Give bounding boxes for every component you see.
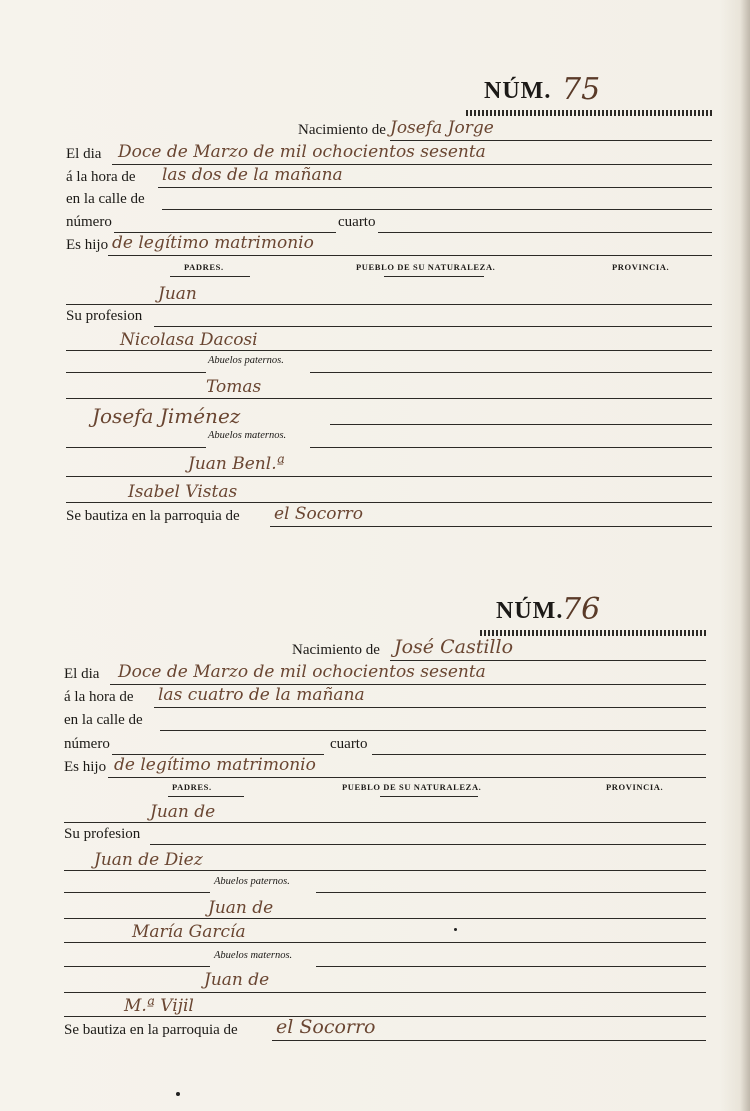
line-hora <box>154 707 706 708</box>
label-hora: á la hora de <box>64 689 134 705</box>
line-hijo <box>108 777 706 778</box>
hw-hora: las cuatro de la mañana <box>158 685 365 705</box>
label-cuarto: cuarto <box>338 214 376 230</box>
line-cuarto <box>372 754 706 755</box>
label-hora: á la hora de <box>66 169 136 185</box>
header-rule <box>480 630 706 636</box>
label-nacimiento: Nacimiento de <box>292 642 380 658</box>
line-calle <box>160 730 706 731</box>
label-el-dia: El dia <box>64 666 100 682</box>
hw-dia: Doce de Marzo de mil ochocientos sesenta <box>118 142 486 162</box>
line-abuelos-maternos-b <box>316 966 706 967</box>
col-padres: PADRES. <box>172 782 212 792</box>
label-es-hijo: Es hijo <box>64 759 107 775</box>
line-abuelos-maternos <box>64 966 210 967</box>
hw-nombre: José Castillo <box>394 636 514 658</box>
label-cuarto: cuarto <box>330 736 368 752</box>
label-bautiza: Se bautiza en la parroquia de <box>64 1022 238 1038</box>
col-padres: PADRES. <box>184 262 224 272</box>
label-calle: en la calle de <box>64 712 143 728</box>
label-abuelos-maternos: Abuelos maternos. <box>208 430 287 441</box>
ink-spot <box>176 1092 180 1096</box>
hw-profesion: Juan de Diez <box>94 850 203 870</box>
line-abuelos-paternos-b <box>316 892 706 893</box>
hw-hijo: de legítimo matrimonio <box>114 755 316 775</box>
label-nacimiento: Nacimiento de <box>298 122 386 138</box>
hw-dia: Doce de Marzo de mil ochocientos sesenta <box>118 662 486 682</box>
col-rule-2 <box>380 796 478 797</box>
label-profesion: Su profesion <box>66 308 143 324</box>
col-provincia: PROVINCIA. <box>612 262 670 272</box>
col-rule-1 <box>168 796 244 797</box>
ink-spot-small <box>454 928 457 931</box>
hw-hijo: de legítimo matrimonio <box>112 233 314 253</box>
hw-abuelo-paterno: Juan de <box>208 898 274 918</box>
label-es-hijo: Es hijo <box>66 237 109 253</box>
line-madre <box>64 870 706 871</box>
line-abuelo-materno <box>64 992 706 993</box>
hw-hora: las dos de la mañana <box>162 165 343 185</box>
label-profesion: Su profesion <box>64 826 141 842</box>
label-bautiza: Se bautiza en la parroquia de <box>66 508 240 524</box>
line-parroquia <box>272 1040 706 1041</box>
record-number-value: 76 <box>562 592 601 627</box>
line-abuela-paterna <box>64 942 706 943</box>
hw-abuela-paterna: María García <box>132 922 246 942</box>
col-provincia: PROVINCIA. <box>606 782 664 792</box>
hw-padre: Juan de <box>150 802 216 822</box>
hw-abuela-materna: M.ª Vijil <box>124 996 194 1016</box>
label-numero: número <box>64 736 110 752</box>
record-number-label: NÚM. <box>484 78 552 104</box>
hw-nombre: Josefa Jorge <box>390 118 494 138</box>
hw-abuelo-materno: Juan de <box>204 970 270 990</box>
line-abuela-materna <box>64 1016 706 1017</box>
label-calle: en la calle de <box>66 191 145 207</box>
col-pueblo: PUEBLO DE SU NATURALEZA. <box>342 782 482 792</box>
label-abuelos-paternos: Abuelos paternos. <box>214 876 290 887</box>
label-numero: número <box>66 214 112 230</box>
line-abuelo-paterno <box>64 918 706 919</box>
record-number-value: 75 <box>562 72 601 107</box>
hw-parroquia: el Socorro <box>274 504 364 524</box>
hw-padre: Juan <box>158 284 197 304</box>
hw-abuela-materna: Isabel Vistas <box>128 482 238 502</box>
record-number-label: NÚM. <box>496 598 564 624</box>
line-padre <box>64 822 706 823</box>
hw-parroquia: el Socorro <box>276 1016 376 1038</box>
col-pueblo: PUEBLO DE SU NATURALEZA. <box>356 262 496 272</box>
line-profesion <box>150 844 706 845</box>
line-nacimiento <box>390 660 706 661</box>
hw-abuelo-paterno: Tomas <box>206 377 262 397</box>
label-abuelos-maternos: Abuelos maternos. <box>214 950 293 961</box>
label-el-dia: El dia <box>66 146 102 162</box>
label-abuelos-paternos: Abuelos paternos. <box>208 355 284 366</box>
hw-profesion: Nicolasa Dacosi <box>120 330 258 350</box>
line-abuelos-paternos <box>64 892 210 893</box>
hw-abuelo-materno: Juan Benl.ª <box>188 454 285 474</box>
hw-abuela-paterna: Josefa Jiménez <box>92 404 241 428</box>
